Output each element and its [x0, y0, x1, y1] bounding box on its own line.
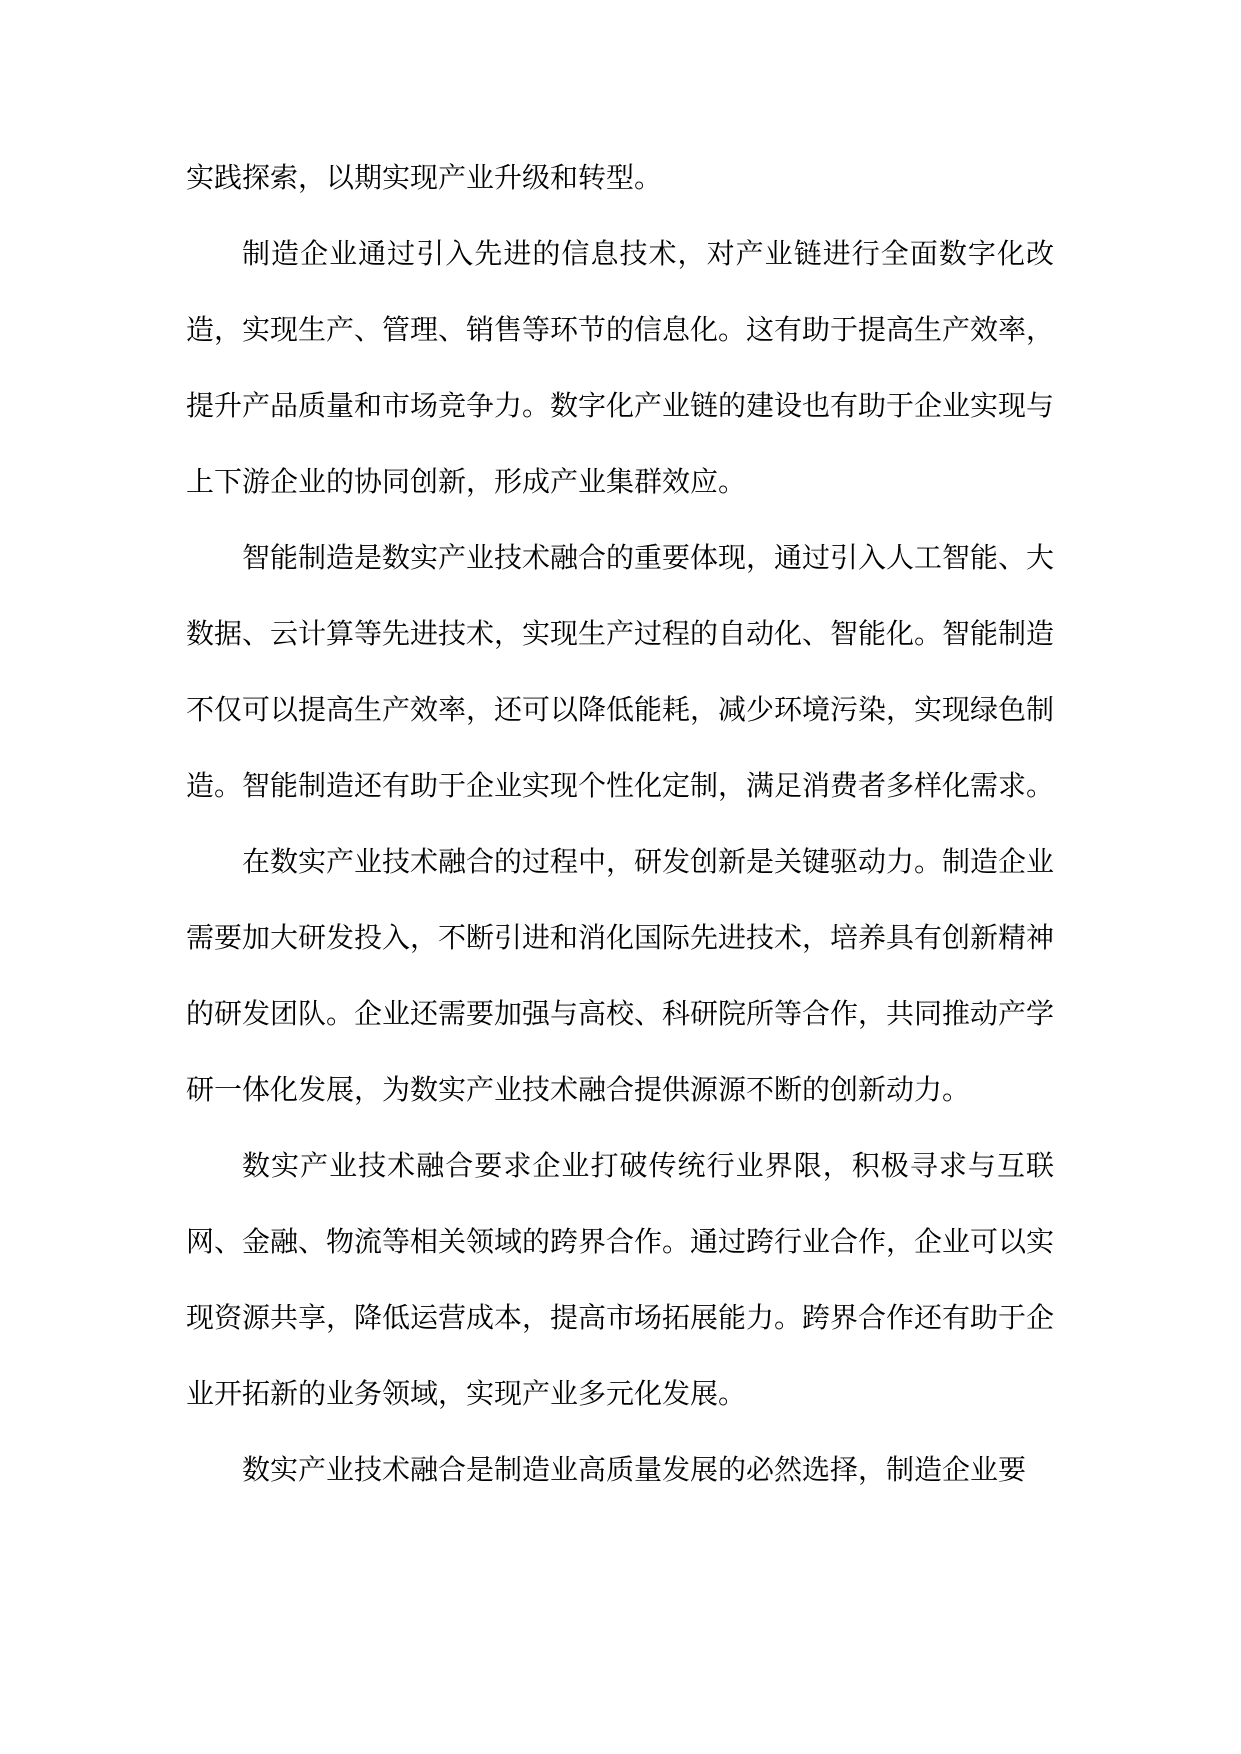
paragraph-digital-industry-chain: 制造企业通过引入先进的信息技术，对产业链进行全面数字化改造，实现生产、管理、销售等环节的信息化。这有助于提高生产效率，提升产品质量和市场竞争力。数字化产业链的建设也有助于企业实现与上下游企业的协同创新，形成产业集群效应。	[186, 237, 1055, 498]
paragraph-rd-innovation: 在数实产业技术融合的过程中，研发创新是关键驱动力。制造企业需要加大研发投入，不断引进和消化国际先进技术，培养具有创新精神的研发团队。企业还需要加强与高校、科研院所等合作，共同推动产学研一体化发展，为数实产业技术融合提供源源不断的创新动力。	[186, 845, 1055, 1106]
paragraph-continuation: 实践探索，以期实现产业升级和转型。	[186, 161, 663, 194]
body-text	[186, 140, 1054, 1508]
paragraph-smart-manufacturing: 智能制造是数实产业技术融合的重要体现，通过引入人工智能、大数据、云计算等先进技术，实现生产过程的自动化、智能化。智能制造不仅可以提高生产效率，还可以降低能耗，减少环境污染，实现绿色制造。智能制造还有助于企业实现个性化定制，满足消费者多样化需求。	[186, 541, 1055, 802]
paragraph-cross-industry-cooperation: 数实产业技术融合要求企业打破传统行业界限，积极寻求与互联网、金融、物流等相关领域的跨界合作。通过跨行业合作，企业可以实现资源共享，降低运营成本，提高市场拓展能力。跨界合作还有助于企业开拓新的业务领域，实现产业多元化发展。	[186, 1149, 1055, 1410]
paragraph-conclusion-start: 数实产业技术融合是制造业高质量发展的必然选择，制造企业要	[242, 1453, 1027, 1486]
